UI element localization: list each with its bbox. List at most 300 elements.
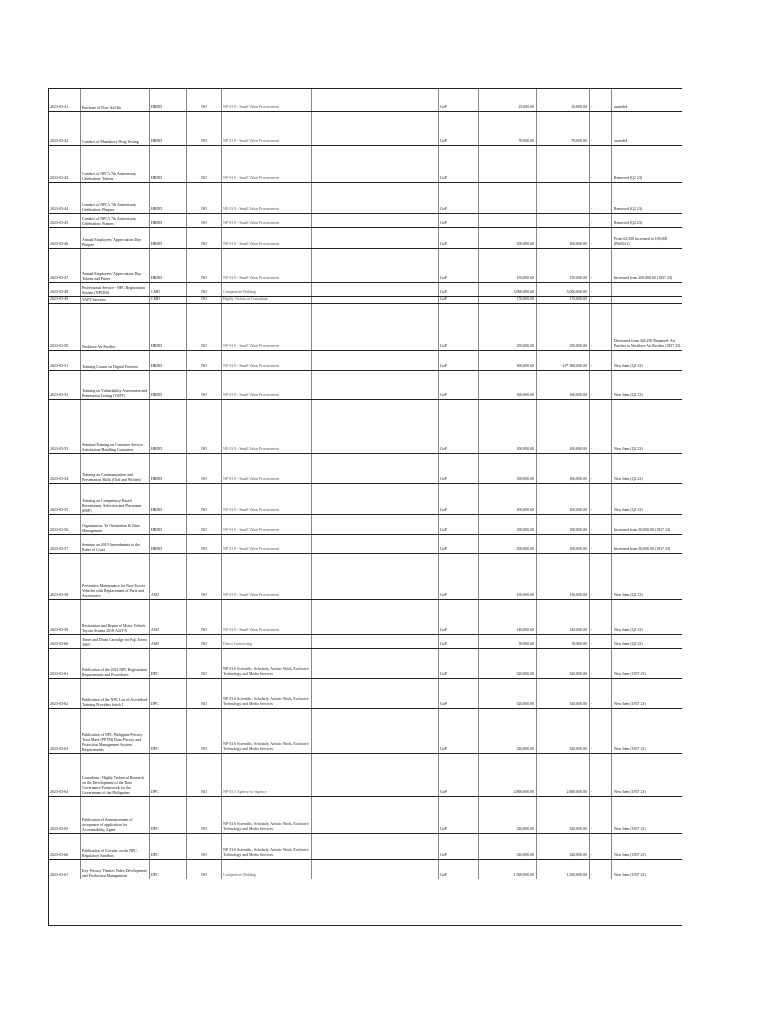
item-code: 2023-03-43 bbox=[50, 176, 69, 181]
mooe-amount: 100,000.00 bbox=[569, 547, 587, 552]
mooe-amount-cell bbox=[536, 304, 589, 350]
fund-source: GoP bbox=[440, 528, 447, 533]
item-description: Publication of the 2022 NPC Registration Requirements and Procedures bbox=[82, 668, 147, 678]
co-amount: - bbox=[591, 207, 593, 212]
item-description-cell bbox=[80, 834, 149, 859]
co-amount: - bbox=[591, 393, 593, 398]
mooe-amount: 320,000.00 bbox=[569, 853, 587, 858]
total-amount-cell bbox=[478, 371, 536, 399]
item-description-cell bbox=[80, 860, 149, 879]
item-code: 2023-03-58 bbox=[50, 593, 69, 598]
end-user-office: CMD bbox=[151, 290, 160, 295]
item-code-cell bbox=[49, 515, 80, 534]
total-amount-cell bbox=[478, 860, 536, 879]
item-code-cell bbox=[49, 484, 80, 514]
table-row bbox=[49, 753, 682, 796]
end-user-office: DPC bbox=[151, 702, 159, 707]
end-user-office-cell bbox=[149, 304, 186, 350]
fund-source-cell bbox=[438, 797, 478, 833]
pre-procurement: NO bbox=[201, 139, 207, 144]
item-code-cell bbox=[49, 112, 80, 145]
co-amount: - bbox=[591, 242, 593, 247]
pre-procurement-cell bbox=[186, 371, 221, 399]
remarks: New Item (1837 23) bbox=[614, 853, 646, 858]
mooe-amount-cell bbox=[536, 754, 589, 796]
total-amount: 39,900.00 bbox=[518, 642, 534, 647]
fund-source: GoP bbox=[440, 364, 447, 369]
end-user-office: HRDD bbox=[151, 139, 163, 144]
co-amount-cell bbox=[589, 860, 611, 879]
item-description: Conduct of Mandatory Drug Testing bbox=[82, 140, 139, 145]
blank-cell-cell bbox=[311, 754, 438, 796]
co-amount-cell bbox=[589, 554, 611, 599]
mooe-amount-cell bbox=[536, 484, 589, 514]
item-code: 2023-03-51 bbox=[50, 364, 69, 369]
fund-source: GoP bbox=[440, 642, 447, 647]
blank-cell-cell bbox=[311, 535, 438, 553]
co-amount-cell bbox=[589, 371, 611, 399]
fund-source-cell bbox=[438, 183, 478, 213]
co-amount-cell bbox=[589, 112, 611, 145]
total-amount: 5,000,000.00 bbox=[513, 290, 534, 295]
co-amount-cell bbox=[589, 183, 611, 213]
procurement-mode-cell bbox=[221, 797, 311, 833]
fund-source: GoP bbox=[440, 139, 447, 144]
total-amount-cell bbox=[478, 304, 536, 350]
total-amount-cell bbox=[478, 400, 536, 453]
total-amount: 100,000.00 bbox=[516, 242, 534, 247]
table-row bbox=[49, 648, 682, 678]
remarks-cell bbox=[611, 635, 682, 648]
fund-source: GoP bbox=[440, 747, 447, 752]
total-amount: 320,000.00 bbox=[516, 702, 534, 707]
co-amount: - bbox=[591, 628, 593, 633]
item-description: Training Course on Digital Forensic bbox=[82, 365, 139, 370]
table-row bbox=[49, 296, 682, 303]
item-code: 2023-03-42 bbox=[50, 139, 69, 144]
co-amount: - bbox=[591, 276, 593, 281]
blank-cell-cell bbox=[311, 454, 438, 483]
end-user-office-cell bbox=[149, 351, 186, 370]
total-amount-cell bbox=[478, 214, 536, 227]
co-amount-cell bbox=[589, 228, 611, 248]
item-description-cell bbox=[80, 400, 149, 453]
remarks: Removed (Q2 23) bbox=[614, 207, 643, 212]
item-description-cell bbox=[80, 283, 149, 296]
procurement-mode: NP-53.6 Scientific, Scholarly, Artistic Work, Exclusive Technology and Media Services bbox=[223, 822, 309, 832]
fund-source: GoP bbox=[440, 593, 447, 598]
co-amount-cell bbox=[589, 600, 611, 634]
total-amount: 1,500,000.00 bbox=[513, 873, 534, 878]
mooe-amount: 150,000.00 bbox=[569, 276, 587, 281]
fund-source-cell bbox=[438, 214, 478, 227]
end-user-office-cell bbox=[149, 183, 186, 213]
remarks: New Item (1837 23) bbox=[614, 790, 646, 795]
item-code-cell bbox=[49, 89, 80, 111]
item-code: 2023-03-50 bbox=[50, 344, 69, 349]
fund-source-cell bbox=[438, 535, 478, 553]
co-amount-cell bbox=[589, 834, 611, 859]
end-user-office-cell bbox=[149, 249, 186, 282]
item-code-cell bbox=[49, 400, 80, 453]
total-amount: 320,000.00 bbox=[516, 747, 534, 752]
co-amount-cell bbox=[589, 89, 611, 111]
end-user-office-cell bbox=[149, 146, 186, 182]
procurement-mode-cell bbox=[221, 400, 311, 453]
item-code: 2023-03-56 bbox=[50, 528, 69, 533]
fund-source: GoP bbox=[440, 207, 447, 212]
total-amount: 100,000.00 bbox=[516, 447, 534, 452]
pre-procurement: NO bbox=[201, 207, 207, 212]
procurement-mode: NP-53.9 - Small Value Procurement bbox=[223, 276, 280, 281]
procurement-mode: NP-53.6 Scientific, Scholarly, Artistic Work, Exclusive Technology and Media Services bbox=[223, 697, 309, 707]
item-code: 2023-03-46 bbox=[50, 242, 69, 247]
total-amount: 170,000.00 bbox=[516, 297, 534, 302]
procurement-mode: NP-53.9 - Small Value Procurement bbox=[223, 447, 280, 452]
end-user-office-cell bbox=[149, 214, 186, 227]
remarks: awarded bbox=[614, 105, 628, 110]
mooe-amount-cell bbox=[536, 679, 589, 708]
item-code-cell bbox=[49, 249, 80, 282]
mooe-amount: 100,000.00 bbox=[569, 447, 587, 452]
mooe-amount: 100,000.00 bbox=[569, 477, 587, 482]
remarks: Increased from 50,000.00 (1837 23) bbox=[614, 547, 671, 552]
fund-source-cell bbox=[438, 146, 478, 182]
pre-procurement: NO bbox=[201, 873, 207, 878]
total-amount-cell bbox=[478, 600, 536, 634]
end-user-office: DPC bbox=[151, 827, 159, 832]
total-amount: 150,000.00 bbox=[516, 276, 534, 281]
mooe-amount: 1,500,000.00 bbox=[566, 873, 587, 878]
remarks-cell bbox=[611, 649, 682, 678]
pre-procurement-cell bbox=[186, 214, 221, 227]
pre-procurement-cell bbox=[186, 351, 221, 370]
item-description: Conduct of NPC's 7th Anniversary Celebration: Tokens bbox=[82, 172, 137, 182]
remarks-cell bbox=[611, 228, 682, 248]
end-user-office-cell bbox=[149, 600, 186, 634]
total-amount-cell bbox=[478, 454, 536, 483]
mooe-amount: 320,000.00 bbox=[569, 672, 587, 677]
blank-cell-cell bbox=[311, 797, 438, 833]
procurement-mode-cell bbox=[221, 89, 311, 111]
total-amount: 70,000.00 bbox=[518, 139, 534, 144]
remarks: awarded bbox=[614, 139, 628, 144]
end-user-office: ASD bbox=[151, 642, 159, 647]
total-amount-cell bbox=[478, 183, 536, 213]
co-amount: - bbox=[591, 672, 593, 677]
remarks-cell bbox=[611, 484, 682, 514]
procurement-mode: NP-53.9 - Small Value Procurement bbox=[223, 176, 280, 181]
table-row bbox=[49, 599, 682, 634]
item-code: 2023-03-64 bbox=[50, 790, 69, 795]
blank-cell-cell bbox=[311, 649, 438, 678]
fund-source: GoP bbox=[440, 176, 447, 181]
item-code: 2023-03-61 bbox=[50, 672, 69, 677]
item-description-cell bbox=[80, 554, 149, 599]
pre-procurement: NO bbox=[201, 672, 207, 677]
mooe-amount-cell bbox=[536, 146, 589, 182]
end-user-office-cell bbox=[149, 860, 186, 879]
fund-source-cell bbox=[438, 249, 478, 282]
table-row bbox=[49, 303, 682, 350]
blank-cell-cell bbox=[311, 515, 438, 534]
item-description-cell bbox=[80, 249, 149, 282]
procurement-mode: NP-53.9 - Small Value Procurement bbox=[223, 528, 280, 533]
remarks: Removed (Q2 23) bbox=[614, 176, 643, 181]
total-amount: 100,000.00 bbox=[516, 508, 534, 513]
procurement-mode-cell bbox=[221, 249, 311, 282]
pre-procurement-cell bbox=[186, 600, 221, 634]
remarks-cell bbox=[611, 860, 682, 879]
total-amount-cell bbox=[478, 283, 536, 296]
item-code: 2023-03-59 bbox=[50, 628, 69, 633]
pre-procurement: NO bbox=[201, 176, 207, 181]
mooe-amount-cell bbox=[536, 214, 589, 227]
fund-source-cell bbox=[438, 600, 478, 634]
item-code-cell bbox=[49, 535, 80, 553]
remarks-cell bbox=[611, 400, 682, 453]
fund-source-cell bbox=[438, 484, 478, 514]
mooe-amount-cell bbox=[536, 797, 589, 833]
fund-source-cell bbox=[438, 754, 478, 796]
mooe-amount-cell bbox=[536, 834, 589, 859]
co-amount: - bbox=[591, 364, 593, 369]
remarks-cell bbox=[611, 351, 682, 370]
remarks-cell bbox=[611, 183, 682, 213]
end-user-office-cell bbox=[149, 112, 186, 145]
mooe-amount: 250,000.00 bbox=[569, 344, 587, 349]
item-code: 2023-03-66 bbox=[50, 853, 69, 858]
procurement-mode: NP-53.5 Agency-to-Agency bbox=[223, 790, 267, 795]
item-description-cell bbox=[80, 484, 149, 514]
item-description: Timer and Drum Cartridge for Fuji Xerox 3065 bbox=[82, 638, 148, 648]
item-code-cell bbox=[49, 754, 80, 796]
end-user-office-cell bbox=[149, 554, 186, 599]
co-amount-cell bbox=[589, 454, 611, 483]
procurement-mode-cell bbox=[221, 112, 311, 145]
blank-cell-cell bbox=[311, 283, 438, 296]
table-row bbox=[49, 248, 682, 282]
fund-source: GoP bbox=[440, 628, 447, 633]
pre-procurement: NO bbox=[201, 508, 207, 513]
fund-source-cell bbox=[438, 371, 478, 399]
procurement-mode: NP-53.6 Scientific, Scholarly, Artistic Work, Exclusive Technology and Media Services bbox=[223, 848, 309, 858]
co-amount: - bbox=[591, 790, 593, 795]
mooe-amount: 160,000.00 bbox=[569, 393, 587, 398]
fund-source-cell bbox=[438, 834, 478, 859]
end-user-office: HRDD bbox=[151, 547, 163, 552]
remarks-cell bbox=[611, 600, 682, 634]
co-amount-cell bbox=[589, 679, 611, 708]
item-code-cell bbox=[49, 834, 80, 859]
fund-source-cell bbox=[438, 228, 478, 248]
mooe-amount: 2,800,000.00 bbox=[566, 790, 587, 795]
end-user-office: HRDD bbox=[151, 528, 163, 533]
fund-source: GoP bbox=[440, 344, 447, 349]
end-user-office: CMD bbox=[151, 297, 160, 302]
mooe-amount-cell bbox=[536, 371, 589, 399]
mooe-amount: 5,000,000.00 bbox=[566, 290, 587, 295]
blank-cell-cell bbox=[311, 679, 438, 708]
fund-source: GoP bbox=[440, 477, 447, 482]
item-description-cell bbox=[80, 797, 149, 833]
remarks-cell bbox=[611, 709, 682, 753]
item-code: 2023-03-45 bbox=[50, 221, 69, 226]
pre-procurement-cell bbox=[186, 649, 221, 678]
end-user-office: HRDD bbox=[151, 242, 163, 247]
mooe-amount-cell bbox=[536, 351, 589, 370]
table-row bbox=[49, 859, 682, 879]
pre-procurement: NO bbox=[201, 290, 207, 295]
mooe-amount: 25,000.00 bbox=[571, 105, 587, 110]
mooe-amount: 170,000.00 bbox=[569, 297, 587, 302]
procurement-mode: Competitive Bidding bbox=[223, 873, 256, 878]
pre-procurement: NO bbox=[201, 393, 207, 398]
mooe-amount: 320,000.00 bbox=[569, 702, 587, 707]
end-user-office: HRDD bbox=[151, 364, 163, 369]
co-amount: - bbox=[591, 747, 593, 752]
pre-procurement: NO bbox=[201, 364, 207, 369]
item-description: Publication of Announcement of acceptance of application for Accountability Agent bbox=[82, 818, 133, 833]
remarks: New Item (Q2 23) bbox=[614, 447, 643, 452]
item-description: Purchase of First-Aid Kit bbox=[82, 106, 122, 111]
procurement-mode-cell bbox=[221, 484, 311, 514]
end-user-office-cell bbox=[149, 515, 186, 534]
co-amount: - bbox=[591, 702, 593, 707]
remarks-cell bbox=[611, 371, 682, 399]
co-amount-cell bbox=[589, 146, 611, 182]
item-description: Annual Employees' Appreciation Day: Plaques bbox=[82, 238, 143, 248]
mooe-amount-cell bbox=[536, 454, 589, 483]
mooe-amount-cell bbox=[536, 89, 589, 111]
item-description: Conduct of NPC's 7th Anniversary Celebration: Frames bbox=[82, 217, 137, 227]
item-code: 2023-03-62 bbox=[50, 702, 69, 707]
co-amount: - bbox=[591, 297, 593, 302]
blank-cell-cell bbox=[311, 400, 438, 453]
end-user-office-cell bbox=[149, 400, 186, 453]
item-code-cell bbox=[49, 351, 80, 370]
co-amount-cell bbox=[589, 797, 611, 833]
mooe-amount: 150,000.00 bbox=[569, 593, 587, 598]
total-amount-cell bbox=[478, 754, 536, 796]
remarks-cell bbox=[611, 454, 682, 483]
total-amount: 320,000.00 bbox=[516, 827, 534, 832]
pre-procurement-cell bbox=[186, 709, 221, 753]
co-amount-cell bbox=[589, 649, 611, 678]
co-amount-cell bbox=[589, 351, 611, 370]
fund-source: GoP bbox=[440, 105, 447, 110]
pre-procurement: NO bbox=[201, 477, 207, 482]
co-amount-cell bbox=[589, 214, 611, 227]
total-amount: 150,000.00 bbox=[516, 593, 534, 598]
item-code-cell bbox=[49, 214, 80, 227]
co-amount-cell bbox=[589, 754, 611, 796]
co-amount-cell bbox=[589, 635, 611, 648]
fund-source: GoP bbox=[440, 672, 447, 677]
fund-source: GoP bbox=[440, 508, 447, 513]
pre-procurement-cell bbox=[186, 112, 221, 145]
pre-procurement-cell bbox=[186, 754, 221, 796]
fund-source-cell bbox=[438, 351, 478, 370]
item-description: Professional Service - NPC Registration System (NPCRS) bbox=[82, 286, 145, 296]
co-amount: - bbox=[591, 827, 593, 832]
mooe-amount: 100,000.00 bbox=[569, 528, 587, 533]
co-amount-cell bbox=[589, 484, 611, 514]
item-code-cell bbox=[49, 679, 80, 708]
blank-cell-cell bbox=[311, 214, 438, 227]
total-amount: 300,000.00 bbox=[516, 364, 534, 369]
fund-source: GoP bbox=[440, 790, 447, 795]
table-row bbox=[49, 678, 682, 708]
fund-source-cell bbox=[438, 454, 478, 483]
end-user-office-cell bbox=[149, 834, 186, 859]
table-row bbox=[49, 227, 682, 248]
pre-procurement-cell bbox=[186, 484, 221, 514]
remarks-cell bbox=[611, 304, 682, 350]
item-code: 2023-03-55 bbox=[50, 508, 69, 513]
end-user-office: DPC bbox=[151, 747, 159, 752]
procurement-mode-cell bbox=[221, 146, 311, 182]
end-user-office: HRDD bbox=[151, 477, 163, 482]
procurement-table bbox=[48, 88, 682, 926]
procurement-mode: NP-53.9 - Small Value Procurement bbox=[223, 221, 280, 226]
procurement-mode-cell bbox=[221, 454, 311, 483]
mooe-amount-cell bbox=[536, 515, 589, 534]
blank-cell-cell bbox=[311, 228, 438, 248]
total-amount: 320,000.00 bbox=[516, 672, 534, 677]
item-code: 2023-03-49 bbox=[50, 297, 69, 302]
total-amount-cell bbox=[478, 228, 536, 248]
blank-cell-cell bbox=[311, 709, 438, 753]
total-amount: 250,000.00 bbox=[516, 344, 534, 349]
mooe-amount-cell bbox=[536, 249, 589, 282]
item-description-cell bbox=[80, 754, 149, 796]
pre-procurement: NO bbox=[201, 276, 207, 281]
fund-source-cell bbox=[438, 112, 478, 145]
table-row bbox=[49, 282, 682, 296]
fund-source: GoP bbox=[440, 702, 447, 707]
blank-cell-cell bbox=[311, 146, 438, 182]
total-amount-cell bbox=[478, 249, 536, 282]
pre-procurement: NO bbox=[201, 447, 207, 452]
item-code: 2023-03-47 bbox=[50, 276, 69, 281]
item-code-cell bbox=[49, 228, 80, 248]
item-code-cell bbox=[49, 797, 80, 833]
procurement-mode: Direct Contracting bbox=[223, 642, 253, 647]
end-user-office: DPC bbox=[151, 873, 159, 878]
mooe-amount: 39,900.00 bbox=[571, 642, 587, 647]
co-amount: - bbox=[591, 290, 593, 295]
blank-cell-cell bbox=[311, 304, 438, 350]
total-amount-cell bbox=[478, 89, 536, 111]
fund-source-cell bbox=[438, 635, 478, 648]
end-user-office: DPC bbox=[151, 790, 159, 795]
pre-procurement: NO bbox=[201, 297, 207, 302]
blank-cell-cell bbox=[311, 484, 438, 514]
end-user-office: DPC bbox=[151, 672, 159, 677]
blank-cell-cell bbox=[311, 554, 438, 599]
end-user-office-cell bbox=[149, 484, 186, 514]
co-amount: - bbox=[591, 853, 593, 858]
total-amount-cell bbox=[478, 351, 536, 370]
total-amount-cell bbox=[478, 515, 536, 534]
end-user-office: HRDD bbox=[151, 344, 163, 349]
item-description-cell bbox=[80, 351, 149, 370]
pre-procurement: NO bbox=[201, 593, 207, 598]
remarks: New Item (Q2 23) bbox=[614, 508, 643, 513]
procurement-mode: NP-53.9 - Small Value Procurement bbox=[223, 393, 280, 398]
fund-source: GoP bbox=[440, 242, 447, 247]
